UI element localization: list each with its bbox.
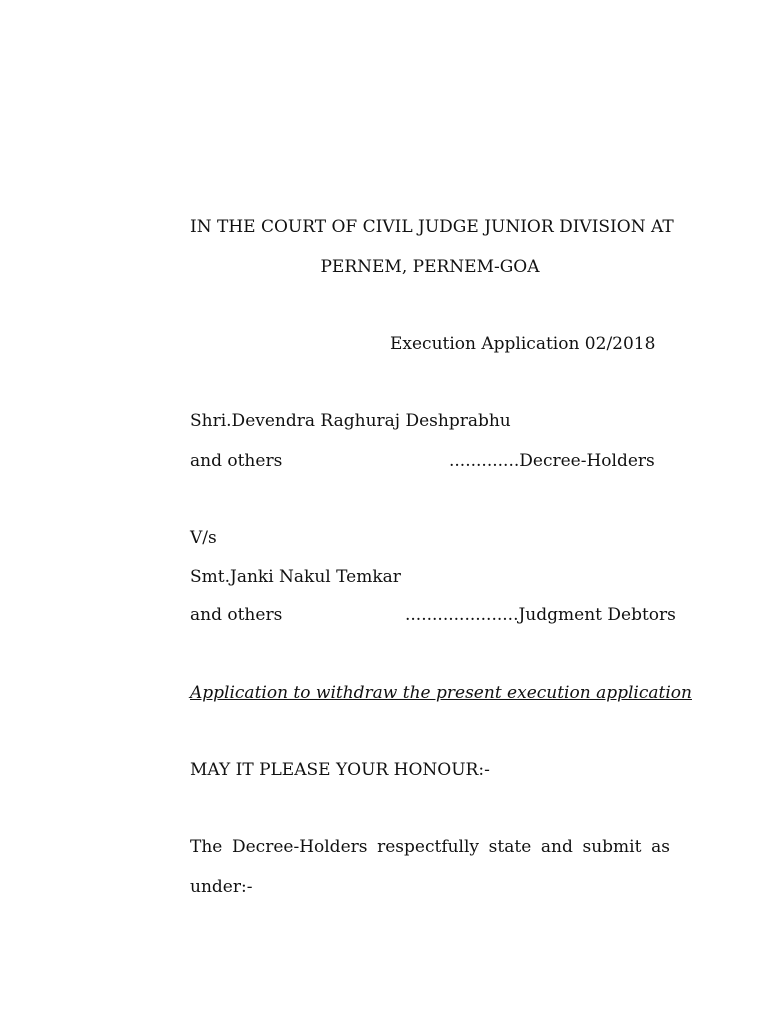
case-number: Execution Application 02/2018 — [390, 334, 656, 354]
decree-holder-and-others: and others — [190, 451, 283, 471]
judgment-debtor-and-others: and others — [190, 605, 283, 625]
body-word: and — [540, 837, 573, 857]
decree-holder-name: Shri.Devendra Raghuraj Deshprabhu — [190, 411, 511, 431]
body-word: submit — [582, 837, 642, 857]
body-word: The — [190, 837, 223, 857]
judgment-debtor-name: Smt.Janki Nakul Temkar — [190, 567, 401, 587]
body-word: Decree-Holders — [231, 837, 368, 857]
body-word: state — [488, 837, 532, 857]
decree-holder-role: .............Decree-Holders — [449, 451, 655, 471]
salutation: MAY IT PLEASE YOUR HONOUR:- — [190, 760, 490, 780]
body-word: respectfully — [377, 837, 480, 857]
versus-label: V/s — [190, 528, 217, 548]
body-word: as — [651, 837, 670, 857]
court-heading-line-2: PERNEM, PERNEM-GOA — [320, 257, 540, 277]
judgment-debtor-role: .....................Judgment Debtors — [405, 605, 676, 625]
body-paragraph-line-2: under:- — [190, 877, 253, 897]
court-heading-line-1: IN THE COURT OF CIVIL JUDGE JUNIOR DIVISION AT — [190, 217, 674, 237]
application-subject: Application to withdraw the present execution application — [190, 683, 692, 703]
body-paragraph-line-1 — [190, 836, 670, 858]
